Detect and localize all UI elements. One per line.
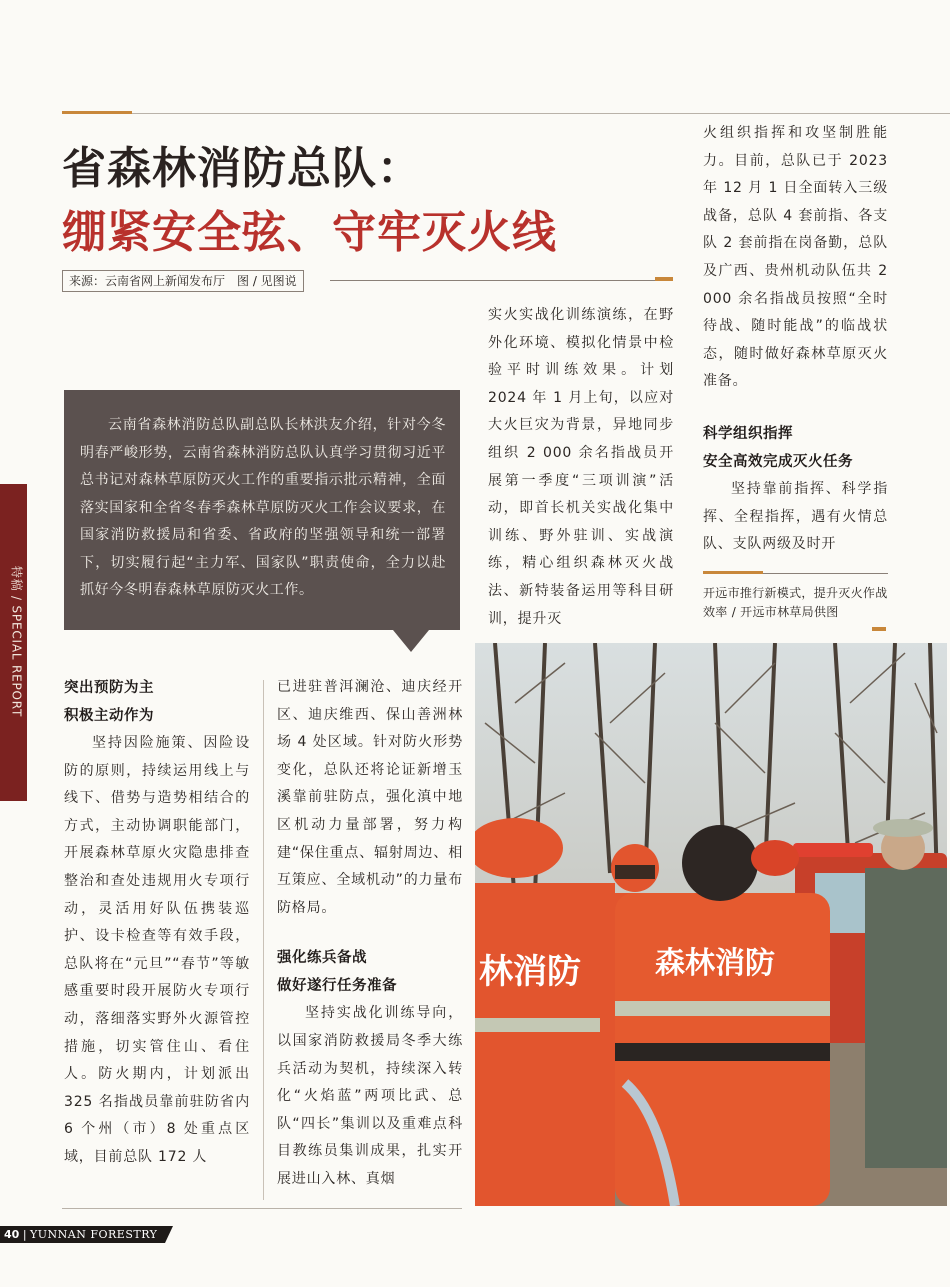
top-rule-accent <box>62 111 132 114</box>
column-right <box>703 120 888 559</box>
source-rule-accent <box>655 277 673 281</box>
paragraph: 火组织指挥和攻坚制胜能力。目前，总队已于 2023 年 12 月 1 日全面转入三级战备，总队 4 套前指、各支队 2 套前指在岗备勤，总队及广西、贵州机动队伍共 2 000 余名指战员按照“全时待战、随时能战”的临战状态，随时做好森林草原灭火准备。 <box>703 125 888 390</box>
column-middle-lower <box>277 674 463 1194</box>
title-line-1: 省森林消防总队： <box>62 143 422 194</box>
paragraph: 已进驻普洱澜沧、迪庆经开区、迪庆维西、保山善洲林场 4 处区域。针对防火形势变化，总队还将论证新增玉溪靠前驻防点，强化滇中地区机动力量部署，努力构建“保住重点、辐射周边、相互策应、全域机动”的力量布防格局。 <box>277 679 463 916</box>
magazine-title: YUNNAN FORESTRY <box>30 1228 158 1241</box>
section-heading: 积极主动作为 <box>64 708 154 724</box>
section-heading: 做好遂行任务准备 <box>277 978 397 995</box>
column-left <box>64 674 250 1172</box>
source-rule <box>330 280 670 281</box>
column-middle-top <box>488 302 674 633</box>
firefighters-photo <box>475 643 947 1206</box>
footer-rule <box>62 1208 462 1209</box>
caption-rule-accent <box>703 571 763 574</box>
firefighters-illustration <box>475 643 947 1206</box>
section-side-tab-label: 特稿 / SPECIAL REPORT <box>9 565 24 718</box>
section-heading: 安全高效完成灭火任务 <box>703 453 853 470</box>
paragraph: 实火实战化训练演练，在野外化环境、模拟化情景中检验平时训练效果。计划 2024 年 1 月上旬，以应对大火巨灾为背景，异地同步组织 2 000 余名指战员开展第一季度“三项训演”活动，即首长机关实战化集中训练、野外驻训、实战演练，精心组织森林灭火战法、新特装备运用等科目研训，提升灭 <box>488 307 674 627</box>
photo-caption: 开远市推行新模式，提升灭火作战效率 / 开远市林草局供图 <box>703 586 888 619</box>
page-number: 40 <box>4 1228 20 1241</box>
summary-text <box>80 412 446 605</box>
top-rule <box>62 113 950 114</box>
summary-paragraph: 云南省森林消防总队副总队长林洪友介绍，针对今冬明春严峻形势，云南省森林消防总队认真学习贯彻习近平总书记对森林草原防灭火工作的重要指示批示精神，全面落实国家和全省冬春季森林草原防灭火工作会议要求，在国家消防救援局和省委、省政府的坚强领导和统一部署下，切实履行起“主力军、国家队”职责使命，全力以赴抓好今冬明春森林草原防灭火工作。 <box>80 417 446 598</box>
caption-mark <box>872 627 886 631</box>
summary-pointer <box>393 630 429 652</box>
section-heading: 科学组织指挥 <box>703 425 793 442</box>
paragraph: 坚持因险施策、因险设防的原则，持续运用线上与线下、借势与造势相结合的方式，主动协调职能部门，开展森林草原火灾隐患排查整治和查处违规用火专项行动，灵活用好队伍携装巡护、设卡检查等有效手段，总队将在“元旦”“春节”等敏感重要时段开展防火专项行动，落细落实野外火源管控措施，切实管住山、看住人。防火期内，计划派出 325 名指战员靠前驻防省内 6 个州（市）8 处重点区域，目前总队 172 人 <box>64 735 250 1165</box>
page-footer <box>0 1226 165 1243</box>
section-heading: 突出预防为主 <box>64 680 154 696</box>
paragraph: 坚持实战化训练导向，以国家消防救援局冬季大练兵活动为契机，持续深入转化“火焰蓝”两项比武、总队“四长”集训以及重难点科目教练员集训成果，扎实开展进山入林、真烟 <box>277 1005 463 1187</box>
source-credit: 来源：云南省网上新闻发布厅 图 / 见图说 <box>62 270 304 292</box>
footer-separator: | <box>22 1228 31 1241</box>
uniform-text-left: 林消防 <box>479 952 581 992</box>
paragraph: 坚持靠前指挥、科学指挥、全程指挥，遇有火情总队、支队两级及时开 <box>703 480 888 553</box>
title-line-2: 绷紧安全弦、守牢灭火线 <box>62 207 557 258</box>
column-divider <box>263 680 264 1200</box>
uniform-text-right: 森林消防 <box>655 946 775 981</box>
footer-cut <box>165 1226 173 1243</box>
section-heading: 强化练兵备战 <box>277 950 367 967</box>
